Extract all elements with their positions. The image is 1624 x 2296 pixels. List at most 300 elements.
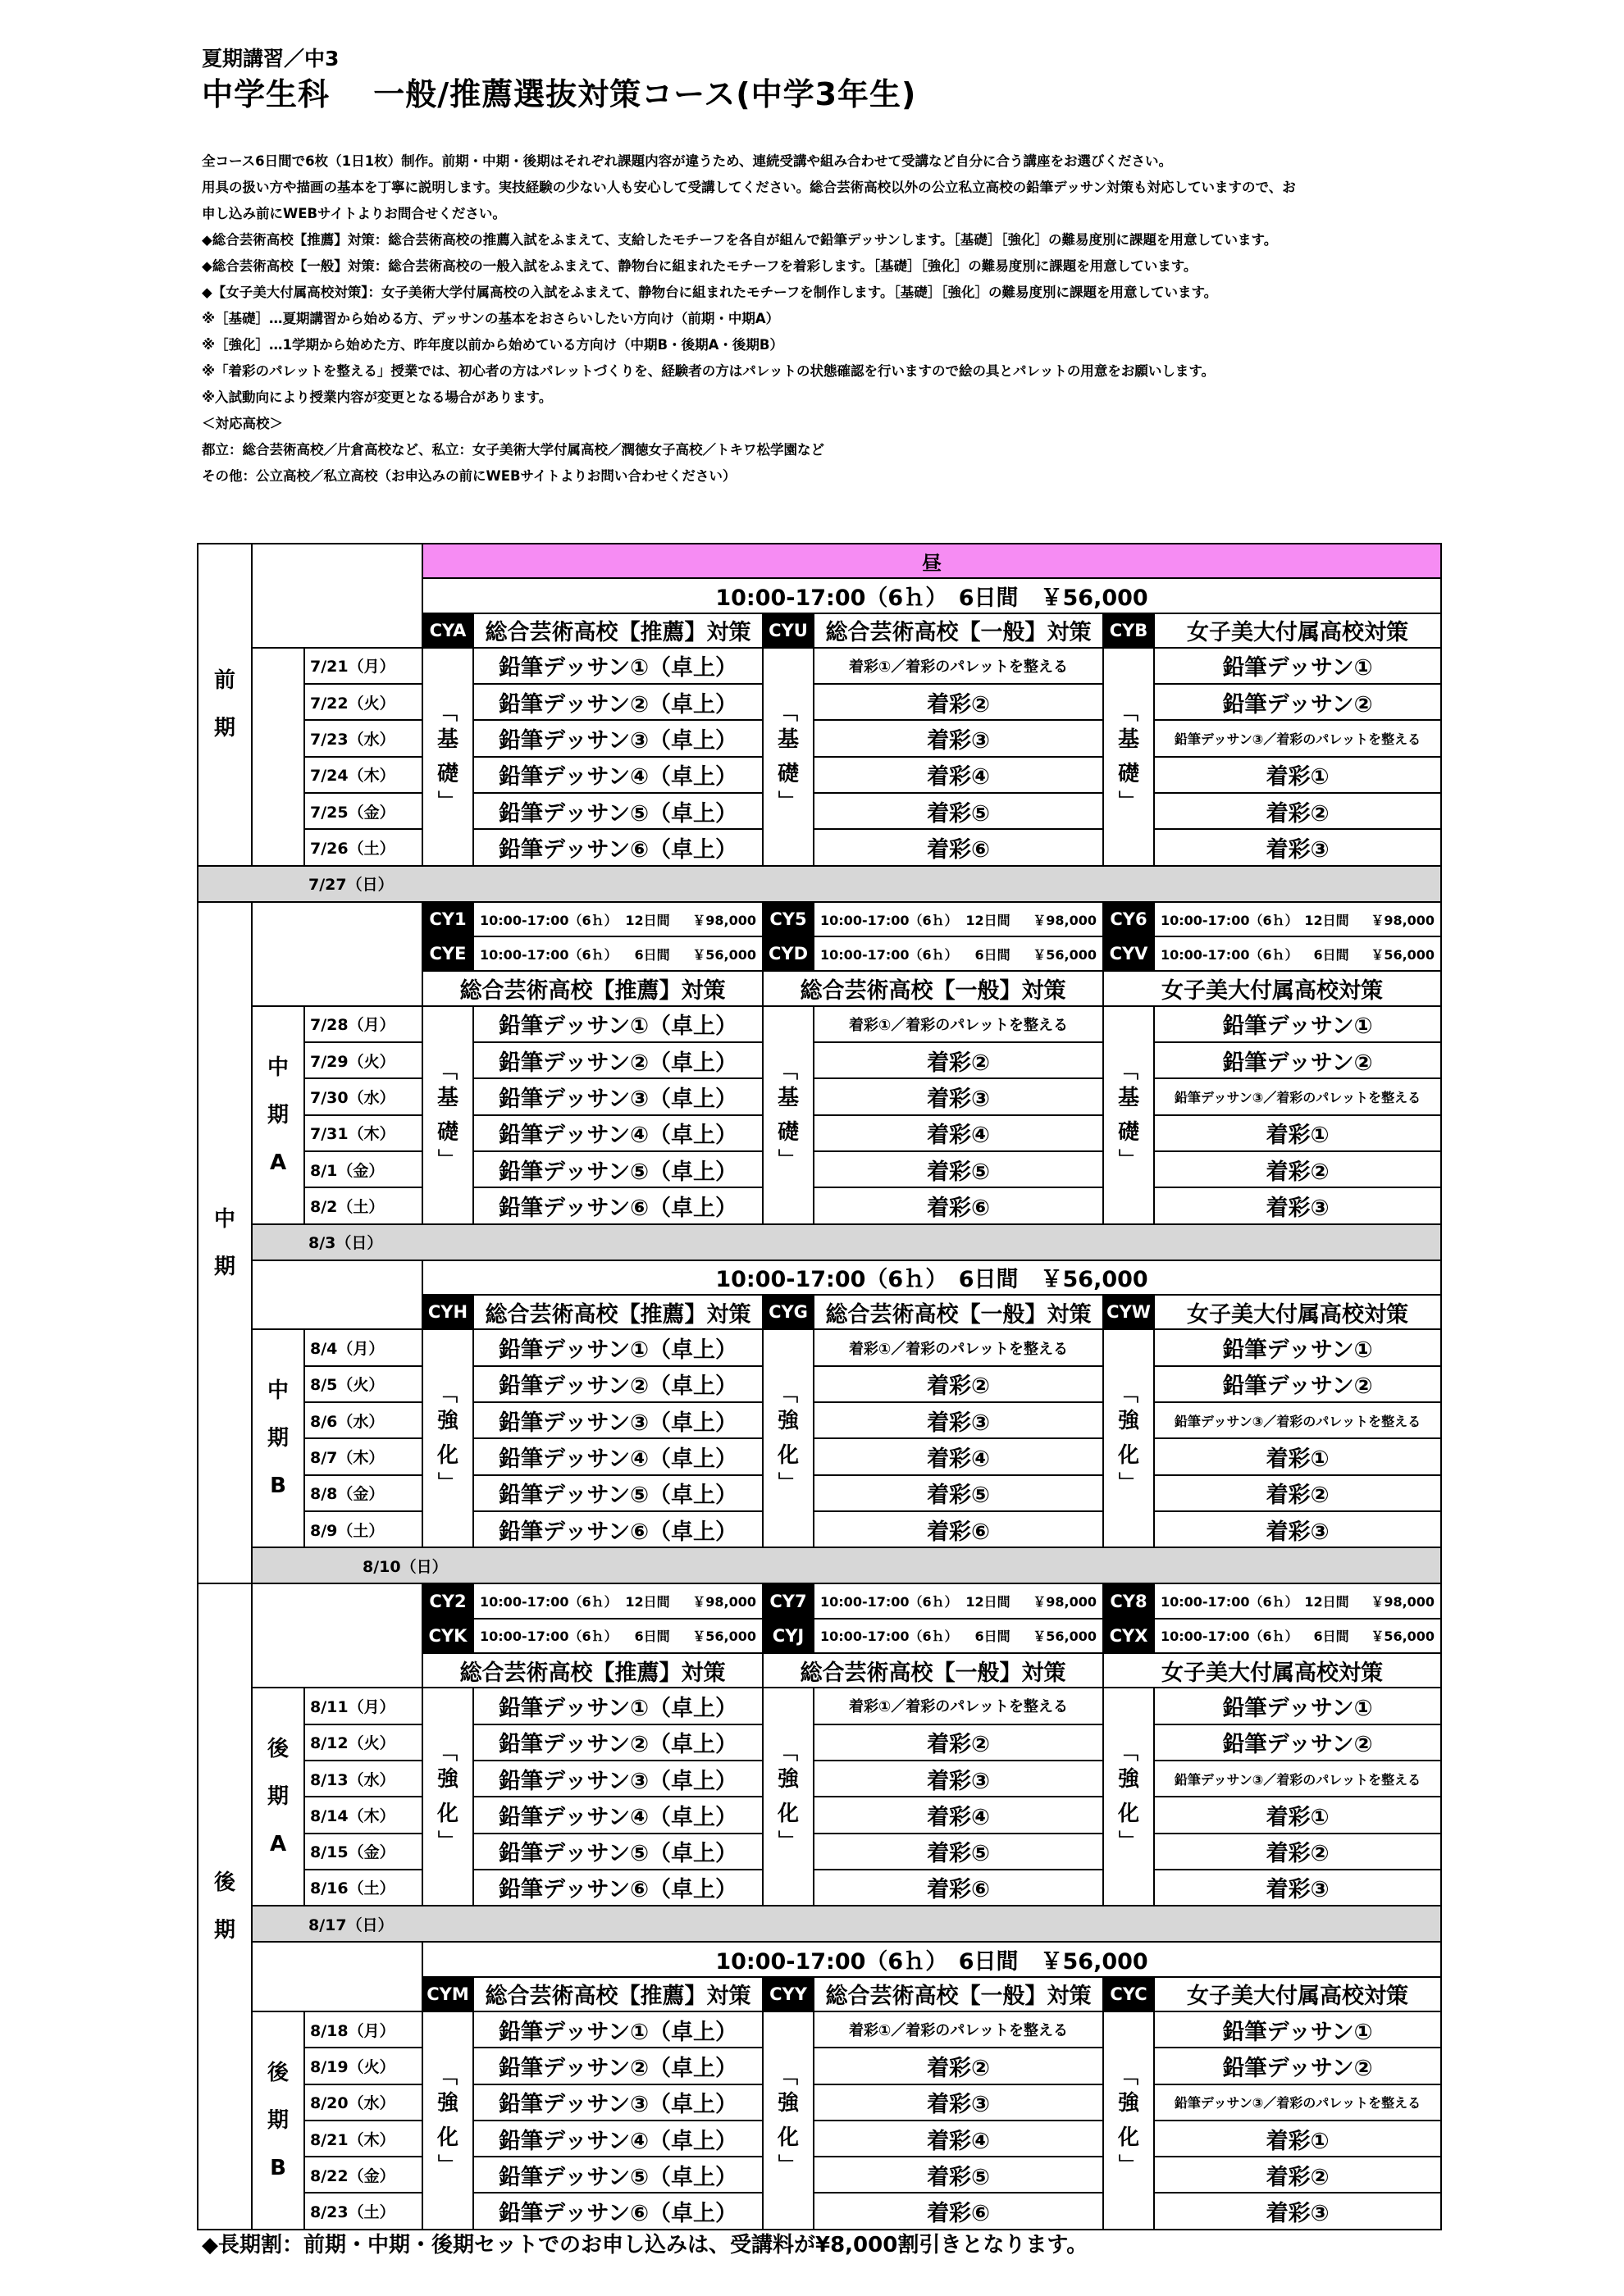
course-price: ￥98,000 xyxy=(692,912,756,928)
lesson-cell: 鉛筆デッサン② xyxy=(1154,1724,1441,1761)
course-code: CYG xyxy=(763,1295,814,1329)
table-row xyxy=(198,1115,1441,1151)
bracket-close: ﹂ xyxy=(438,1147,458,1171)
session-late xyxy=(198,1583,252,2230)
lesson-cell: 鉛筆デッサン①（卓上） xyxy=(473,648,763,684)
course-fee-info xyxy=(1154,1619,1441,1653)
course-price: ￥56,000 xyxy=(1371,1629,1435,1645)
lesson-cell: 着彩⑥ xyxy=(814,2193,1103,2230)
course-name: 総合芸術高校【一般】対策 xyxy=(814,1295,1103,1329)
table-row xyxy=(198,1366,1441,1402)
lesson-cell: 着彩③ xyxy=(814,1078,1103,1114)
level-bracket xyxy=(422,648,473,866)
course-name: 総合芸術高校【推薦】対策 xyxy=(422,1653,763,1688)
time-band: 昼 xyxy=(422,544,1441,578)
table-row xyxy=(198,1260,1441,1295)
table-row xyxy=(198,757,1441,793)
blank-cell xyxy=(252,1260,422,1330)
page-subtitle: 夏期講習／中3 xyxy=(202,47,340,71)
lesson-cell: 鉛筆デッサン②（卓上） xyxy=(473,1042,763,1078)
course-code: CYV xyxy=(1103,936,1154,971)
page-title: 中学生科 一般/推薦選抜対策コース(中学3年生) xyxy=(202,76,917,112)
bracket-open: ﹁ xyxy=(1119,700,1138,724)
date-label: 8/8（金） xyxy=(304,1475,422,1511)
vertical-label: 後 期 xyxy=(213,1870,235,1943)
lesson-cell: 鉛筆デッサン④（卓上） xyxy=(473,1115,763,1151)
date-label: 8/15（金） xyxy=(304,1834,422,1870)
date-label: 8/2（土） xyxy=(304,1187,422,1223)
lesson-cell: 着彩② xyxy=(1154,1834,1441,1870)
holiday-row xyxy=(252,1224,1441,1260)
course-name: 総合芸術高校【一般】対策 xyxy=(763,1653,1103,1688)
course-name: 女子美大付属高校対策 xyxy=(1154,1295,1441,1329)
bracket-close: ﹂ xyxy=(438,1471,458,1495)
course-time: 10:00-17:00（6ｈ） xyxy=(1160,1629,1298,1645)
lesson-cell: 着彩③ xyxy=(1154,2193,1441,2230)
course-code: CYH xyxy=(422,1295,473,1329)
table-row xyxy=(198,2048,1441,2084)
table-row xyxy=(198,1942,1441,1976)
course-code: CY2 xyxy=(422,1583,473,1618)
vertical-label: 中 期 A xyxy=(267,1055,289,1175)
table-row xyxy=(198,793,1441,829)
course-fee-info xyxy=(473,1619,763,1653)
course-days: 6日間 xyxy=(1313,946,1349,963)
bracket-open: ﹁ xyxy=(438,1059,458,1082)
course-name: 女子美大付属高校対策 xyxy=(1103,971,1441,1005)
lesson-cell: 着彩③ xyxy=(814,2084,1103,2121)
date-label: 8/13（水） xyxy=(304,1761,422,1797)
lesson-cell: 鉛筆デッサン⑥（卓上） xyxy=(473,1511,763,1547)
lesson-cell: 着彩④ xyxy=(814,2121,1103,2157)
lesson-cell: 着彩①／着彩のパレットを整える xyxy=(814,1006,1103,1042)
date-label: 8/7（木） xyxy=(304,1438,422,1474)
level-bracket xyxy=(1103,1006,1154,1224)
bracket-close: ﹂ xyxy=(778,2152,798,2176)
lesson-cell: 鉛筆デッサン① xyxy=(1154,2011,1441,2048)
lesson-cell: 着彩①／着彩のパレットを整える xyxy=(814,1329,1103,1365)
date-label: 8/3（日） xyxy=(308,1234,383,1253)
course-days: 6日間 xyxy=(974,946,1010,963)
course-fee-info xyxy=(473,902,763,936)
table-row xyxy=(198,1042,1441,1078)
course-days: 6日間 xyxy=(974,1629,1010,1645)
bracket-open: ﹁ xyxy=(778,700,798,724)
date-label: 8/23（土） xyxy=(304,2193,422,2230)
lesson-cell: 着彩⑥ xyxy=(814,1511,1103,1547)
date-label: 8/12（火） xyxy=(304,1724,422,1761)
lesson-cell: 鉛筆デッサン①（卓上） xyxy=(473,1688,763,1724)
blank-cell xyxy=(252,1942,422,2011)
course-fee-info xyxy=(1154,936,1441,971)
date-label: 7/30（水） xyxy=(304,1078,422,1114)
date-label: 8/19（火） xyxy=(304,2048,422,2084)
bracket-open: ﹁ xyxy=(1119,1741,1138,1765)
course-price: ￥56,000 xyxy=(692,946,756,963)
bracket-open: ﹁ xyxy=(438,1741,458,1765)
date-label: 7/22（火） xyxy=(304,684,422,720)
lesson-cell: 着彩④ xyxy=(814,1797,1103,1833)
course-code: CYD xyxy=(763,936,814,971)
lesson-cell: 着彩⑤ xyxy=(814,1475,1103,1511)
bracket-close: ﹂ xyxy=(1119,1471,1138,1495)
table-row xyxy=(198,1224,1441,1260)
course-fee-info xyxy=(814,936,1103,971)
lesson-cell: 鉛筆デッサン③／着彩のパレットを整える xyxy=(1154,2084,1441,2121)
bracket-close: ﹂ xyxy=(1119,789,1138,813)
lesson-cell: 着彩① xyxy=(1154,2121,1441,2157)
lesson-cell: 鉛筆デッサン⑤（卓上） xyxy=(473,1834,763,1870)
lesson-cell: 鉛筆デッサン③（卓上） xyxy=(473,1078,763,1114)
course-code: CYW xyxy=(1103,1295,1154,1329)
lesson-cell: 着彩① xyxy=(1154,1438,1441,1474)
note-line: その他：公立高校／私立高校（お申込みの前にWEBサイトよりお問い合わせください） xyxy=(202,468,737,484)
course-code: CYY xyxy=(763,1977,814,2011)
holiday-row xyxy=(198,866,1441,902)
time-fee: 10:00-17:00（6ｈ） 6日間 ￥56,000 xyxy=(422,578,1441,613)
session-midB xyxy=(252,1329,304,1547)
course-price: ￥56,000 xyxy=(1033,946,1097,963)
course-days: 12日間 xyxy=(625,1594,670,1610)
lesson-cell: 鉛筆デッサン② xyxy=(1154,1366,1441,1402)
lesson-cell: 着彩③ xyxy=(1154,829,1441,865)
course-code: CYC xyxy=(1103,1977,1154,2011)
level-bracket xyxy=(763,1329,814,1547)
lesson-cell: 鉛筆デッサン③（卓上） xyxy=(473,1402,763,1438)
lesson-cell: 鉛筆デッサン④（卓上） xyxy=(473,2121,763,2157)
level-bracket xyxy=(422,1688,473,1906)
lesson-cell: 着彩③ xyxy=(814,1761,1103,1797)
level-label: 強 化 xyxy=(777,1409,799,1469)
course-price: ￥98,000 xyxy=(1371,912,1435,928)
date-label: 8/5（火） xyxy=(304,1366,422,1402)
course-fee-info xyxy=(1154,1583,1441,1618)
course-time: 10:00-17:00（6ｈ） xyxy=(480,946,618,963)
lesson-cell: 鉛筆デッサン③／着彩のパレットを整える xyxy=(1154,1761,1441,1797)
course-time: 10:00-17:00（6ｈ） xyxy=(480,1594,618,1610)
vertical-label: 後 期 B xyxy=(267,2060,289,2180)
session-lateA xyxy=(252,1688,304,1906)
lesson-cell: 鉛筆デッサン④（卓上） xyxy=(473,757,763,793)
lesson-cell: 鉛筆デッサン① xyxy=(1154,1329,1441,1365)
table-row xyxy=(198,902,1441,936)
course-code: CY8 xyxy=(1103,1583,1154,1618)
bracket-close: ﹂ xyxy=(438,1829,458,1853)
level-label: 基 礎 xyxy=(1117,727,1139,786)
course-name: 女子美大付属高校対策 xyxy=(1103,1653,1441,1688)
bracket-close: ﹂ xyxy=(1119,2152,1138,2176)
lesson-cell: 着彩⑥ xyxy=(814,1870,1103,1906)
note-line: ※［基礎］…夏期講習から始める方、デッサンの基本をおさらいしたい方向け（前期・中期A） xyxy=(202,311,780,326)
holiday-row xyxy=(252,1906,1441,1942)
lesson-cell: 着彩⑤ xyxy=(814,1834,1103,1870)
table-row xyxy=(198,1329,1441,1365)
course-time: 10:00-17:00（6ｈ） xyxy=(820,946,958,963)
lesson-cell: 着彩② xyxy=(1154,793,1441,829)
level-label: 基 礎 xyxy=(436,1085,458,1145)
note-line: ◆総合芸術高校【一般】対策：総合芸術高校の一般入試をふまえて、静物台に組まれたモチーフを着彩します。［基礎］［強化］の難易度別に課題を用意しています。 xyxy=(202,258,1197,274)
time-fee: 10:00-17:00（6ｈ） 6日間 ￥56,000 xyxy=(422,1942,1441,1976)
lesson-cell: 鉛筆デッサン③（卓上） xyxy=(473,720,763,756)
lesson-cell: 着彩③ xyxy=(1154,1511,1441,1547)
note-line: ◆総合芸術高校【推薦】対策：総合芸術高校の推薦入試をふまえて、支給したモチーフを各自が組んで鉛筆デッサンします。［基礎］［強化］の難易度別に課題を用意しています。 xyxy=(202,232,1278,248)
lesson-cell: 鉛筆デッサン③（卓上） xyxy=(473,2084,763,2121)
session-early xyxy=(198,544,252,866)
bracket-open: ﹁ xyxy=(438,2064,458,2088)
session-mid xyxy=(198,902,252,1584)
vertical-label: 後 期 A xyxy=(267,1737,289,1857)
table-row xyxy=(198,2193,1441,2230)
lesson-cell: 鉛筆デッサン④（卓上） xyxy=(473,1438,763,1474)
lesson-cell: 鉛筆デッサン⑥（卓上） xyxy=(473,2193,763,2230)
course-name: 総合芸術高校【推薦】対策 xyxy=(473,1977,763,2011)
date-label: 8/20（水） xyxy=(304,2084,422,2121)
bracket-close: ﹂ xyxy=(778,1471,798,1495)
bracket-close: ﹂ xyxy=(778,1147,798,1171)
date-label: 8/22（金） xyxy=(304,2157,422,2193)
vertical-label: 中 期 B xyxy=(267,1378,289,1499)
lesson-cell: 着彩③ xyxy=(814,720,1103,756)
course-name: 女子美大付属高校対策 xyxy=(1154,613,1441,648)
lesson-cell: 鉛筆デッサン①（卓上） xyxy=(473,1006,763,1042)
course-code: CY5 xyxy=(763,902,814,936)
table-row xyxy=(198,1834,1441,1870)
course-days: 12日間 xyxy=(1304,912,1349,928)
course-time: 10:00-17:00（6ｈ） xyxy=(820,1629,958,1645)
date-label: 8/17（日） xyxy=(308,1916,394,1934)
date-label: 8/11（月） xyxy=(304,1688,422,1724)
course-name: 総合芸術高校【推薦】対策 xyxy=(473,613,763,648)
lesson-cell: 着彩② xyxy=(814,684,1103,720)
note-line: ＜対応高校＞ xyxy=(202,416,283,431)
lesson-cell: 鉛筆デッサン⑥（卓上） xyxy=(473,1870,763,1906)
note-line: 都立：総合芸術高校／片倉高校など、私立：女子美術大学付属高校／潤徳女子高校／トキワ松学園など xyxy=(202,442,824,458)
bracket-close: ﹂ xyxy=(1119,1147,1138,1171)
note-line: ※［強化］…1学期から始めた方、昨年度以前から始めている方向け（中期B・後期A・後期B） xyxy=(202,337,783,353)
lesson-cell: 鉛筆デッサン⑤（卓上） xyxy=(473,1475,763,1511)
lesson-cell: 鉛筆デッサン③／着彩のパレットを整える xyxy=(1154,1078,1441,1114)
bracket-open: ﹁ xyxy=(1119,1383,1138,1406)
lesson-cell: 着彩④ xyxy=(814,1438,1103,1474)
course-code: CY6 xyxy=(1103,902,1154,936)
course-fee-info xyxy=(1154,902,1441,936)
lesson-cell: 着彩③ xyxy=(1154,1870,1441,1906)
date-label: 8/4（月） xyxy=(304,1329,422,1365)
session-midA xyxy=(252,1006,304,1224)
level-bracket xyxy=(1103,1688,1154,1906)
table-row xyxy=(198,1583,1441,1618)
long-term-discount-note: ◆長期割：前期・中期・後期セットでのお申し込みは、受講料が¥8,000割引きとなります。 xyxy=(202,2233,1088,2257)
time-fee: 10:00-17:00（6ｈ） 6日間 ￥56,000 xyxy=(422,1260,1441,1295)
level-bracket xyxy=(422,2011,473,2230)
table-row xyxy=(198,1475,1441,1511)
course-time: 10:00-17:00（6ｈ） xyxy=(820,912,958,928)
course-name: 総合芸術高校【一般】対策 xyxy=(814,613,1103,648)
level-bracket xyxy=(763,2011,814,2230)
schedule-table xyxy=(197,543,1442,2230)
course-code: CYK xyxy=(422,1619,473,1653)
bracket-open: ﹁ xyxy=(438,700,458,724)
holiday-row xyxy=(252,1547,1441,1583)
course-name: 総合芸術高校【推薦】対策 xyxy=(422,971,763,1005)
lesson-cell: 鉛筆デッサン⑤（卓上） xyxy=(473,793,763,829)
course-fee-info xyxy=(814,1619,1103,1653)
date-label: 7/28（月） xyxy=(304,1006,422,1042)
table-row xyxy=(198,1906,1441,1942)
date-label: 8/10（日） xyxy=(363,1557,448,1576)
course-code: CYE xyxy=(422,936,473,971)
table-row xyxy=(198,2157,1441,2193)
note-line: 申し込み前にWEBサイトよりお問合せください。 xyxy=(202,206,506,221)
course-code: CYX xyxy=(1103,1619,1154,1653)
lesson-cell: 鉛筆デッサン⑤（卓上） xyxy=(473,2157,763,2193)
date-label: 7/24（木） xyxy=(304,757,422,793)
course-name: 総合芸術高校【一般】対策 xyxy=(763,971,1103,1005)
blank-cell xyxy=(252,1583,422,1688)
date-label: 7/26（土） xyxy=(304,829,422,865)
lesson-cell: 着彩② xyxy=(814,1366,1103,1402)
course-code: CYU xyxy=(763,613,814,648)
date-label: 7/23（水） xyxy=(304,720,422,756)
course-time: 10:00-17:00（6ｈ） xyxy=(1160,946,1298,963)
bracket-open: ﹁ xyxy=(438,1383,458,1406)
course-notes xyxy=(202,148,1448,490)
bracket-close: ﹂ xyxy=(1119,1829,1138,1853)
lesson-cell: 鉛筆デッサン① xyxy=(1154,1688,1441,1724)
course-days: 12日間 xyxy=(965,1594,1010,1610)
lesson-cell: 着彩④ xyxy=(814,757,1103,793)
date-label: 8/6（水） xyxy=(304,1402,422,1438)
level-label: 基 礎 xyxy=(777,1085,799,1145)
level-label: 強 化 xyxy=(777,1767,799,1827)
note-line: 全コース6日間で6枚（1日1枚）制作。前期・中期・後期はそれぞれ課題内容が違うため、連続受講や組み合わせて受講など自分に合う講座をお選びください。 xyxy=(202,153,1172,169)
lesson-cell: 鉛筆デッサン③／着彩のパレットを整える xyxy=(1154,720,1441,756)
course-code: CYA xyxy=(422,613,473,648)
bracket-open: ﹁ xyxy=(778,2064,798,2088)
bracket-open: ﹁ xyxy=(1119,1059,1138,1082)
course-price: ￥98,000 xyxy=(1371,1594,1435,1610)
course-price: ￥56,000 xyxy=(692,1629,756,1645)
course-time: 10:00-17:00（6ｈ） xyxy=(1160,1594,1298,1610)
course-price: ￥56,000 xyxy=(1371,946,1435,963)
level-label: 基 礎 xyxy=(1117,1085,1139,1145)
lesson-cell: 着彩①／着彩のパレットを整える xyxy=(814,2011,1103,2048)
course-fee-info xyxy=(473,1583,763,1618)
course-time: 10:00-17:00（6ｈ） xyxy=(480,1629,618,1645)
blank-cell xyxy=(252,902,422,1006)
lesson-cell: 着彩② xyxy=(814,1042,1103,1078)
course-code: CY7 xyxy=(763,1583,814,1618)
date-label: 7/31（木） xyxy=(304,1115,422,1151)
session-lateB xyxy=(252,2011,304,2230)
table-row xyxy=(198,1761,1441,1797)
lesson-cell: 着彩② xyxy=(1154,1151,1441,1187)
lesson-cell: 着彩① xyxy=(1154,1797,1441,1833)
lesson-cell: 鉛筆デッサン⑤（卓上） xyxy=(473,1151,763,1187)
course-price: ￥56,000 xyxy=(1033,1629,1097,1645)
date-label: 8/18（月） xyxy=(304,2011,422,2048)
course-code: CYM xyxy=(422,1977,473,2011)
table-row xyxy=(198,1511,1441,1547)
date-label: 7/27（日） xyxy=(308,876,394,895)
lesson-cell: 鉛筆デッサン② xyxy=(1154,2048,1441,2084)
table-row xyxy=(198,829,1441,865)
lesson-cell: 鉛筆デッサン②（卓上） xyxy=(473,1366,763,1402)
bracket-open: ﹁ xyxy=(1119,2064,1138,2088)
date-label: 8/1（金） xyxy=(304,1151,422,1187)
level-bracket xyxy=(422,1329,473,1547)
level-label: 強 化 xyxy=(777,2090,799,2150)
course-time: 10:00-17:00（6ｈ） xyxy=(1160,912,1298,928)
lesson-cell: 着彩③ xyxy=(1154,1187,1441,1223)
note-line: ※入試動向により授業内容が変更となる場合があります。 xyxy=(202,390,553,405)
lesson-cell: 着彩③ xyxy=(814,1402,1103,1438)
bracket-open: ﹁ xyxy=(778,1741,798,1765)
course-days: 6日間 xyxy=(1313,1629,1349,1645)
level-label: 強 化 xyxy=(436,1409,458,1469)
course-price: ￥98,000 xyxy=(1033,1594,1097,1610)
lesson-cell: 着彩② xyxy=(814,2048,1103,2084)
table-row xyxy=(198,720,1441,756)
level-label: 強 化 xyxy=(436,2090,458,2150)
table-row xyxy=(198,1187,1441,1223)
course-code: CY1 xyxy=(422,902,473,936)
date-label: 8/9（土） xyxy=(304,1511,422,1547)
level-label: 基 礎 xyxy=(436,727,458,786)
lesson-cell: 着彩① xyxy=(1154,1115,1441,1151)
lesson-cell: 着彩⑤ xyxy=(814,1151,1103,1187)
lesson-cell: 鉛筆デッサン②（卓上） xyxy=(473,2048,763,2084)
level-bracket xyxy=(1103,1329,1154,1547)
course-fee-info xyxy=(814,902,1103,936)
lesson-cell: 鉛筆デッサン① xyxy=(1154,648,1441,684)
lesson-cell: 鉛筆デッサン⑥（卓上） xyxy=(473,829,763,865)
date-label: 8/16（土） xyxy=(304,1870,422,1906)
level-label: 強 化 xyxy=(1117,1409,1139,1469)
table-row xyxy=(198,1078,1441,1114)
table-row xyxy=(198,544,1441,578)
bracket-close: ﹂ xyxy=(778,1829,798,1853)
lesson-cell: 着彩④ xyxy=(814,1115,1103,1151)
bracket-close: ﹂ xyxy=(778,789,798,813)
course-fee-info xyxy=(814,1583,1103,1618)
level-bracket xyxy=(1103,648,1154,866)
table-row xyxy=(198,1688,1441,1724)
level-label: 強 化 xyxy=(1117,1767,1139,1827)
lesson-cell: 鉛筆デッサン① xyxy=(1154,1006,1441,1042)
note-line: ※「着彩のパレットを整える」授業では、初心者の方はパレットづくりを、経験者の方はパレットの状態確認を行いますので絵の具とパレットの用意をお願いします。 xyxy=(202,363,1216,379)
course-code: CYB xyxy=(1103,613,1154,648)
level-bracket xyxy=(763,1688,814,1906)
lesson-cell: 着彩② xyxy=(1154,2157,1441,2193)
lesson-cell: 着彩② xyxy=(1154,1475,1441,1511)
lesson-cell: 鉛筆デッサン③（卓上） xyxy=(473,1761,763,1797)
lesson-cell: 着彩⑥ xyxy=(814,1187,1103,1223)
course-days: 12日間 xyxy=(1304,1594,1349,1610)
lesson-cell: 着彩①／着彩のパレットを整える xyxy=(814,648,1103,684)
table-row xyxy=(198,1438,1441,1474)
date-label: 8/21（木） xyxy=(304,2121,422,2157)
course-name: 総合芸術高校【一般】対策 xyxy=(814,1977,1103,2011)
course-days: 6日間 xyxy=(634,1629,670,1645)
lesson-cell: 着彩①／着彩のパレットを整える xyxy=(814,1688,1103,1724)
level-bracket xyxy=(1103,2011,1154,2230)
date-label: 8/14（木） xyxy=(304,1797,422,1833)
course-days: 12日間 xyxy=(625,912,670,928)
lesson-cell: 着彩⑥ xyxy=(814,829,1103,865)
bracket-open: ﹁ xyxy=(778,1059,798,1082)
table-row xyxy=(198,1797,1441,1833)
